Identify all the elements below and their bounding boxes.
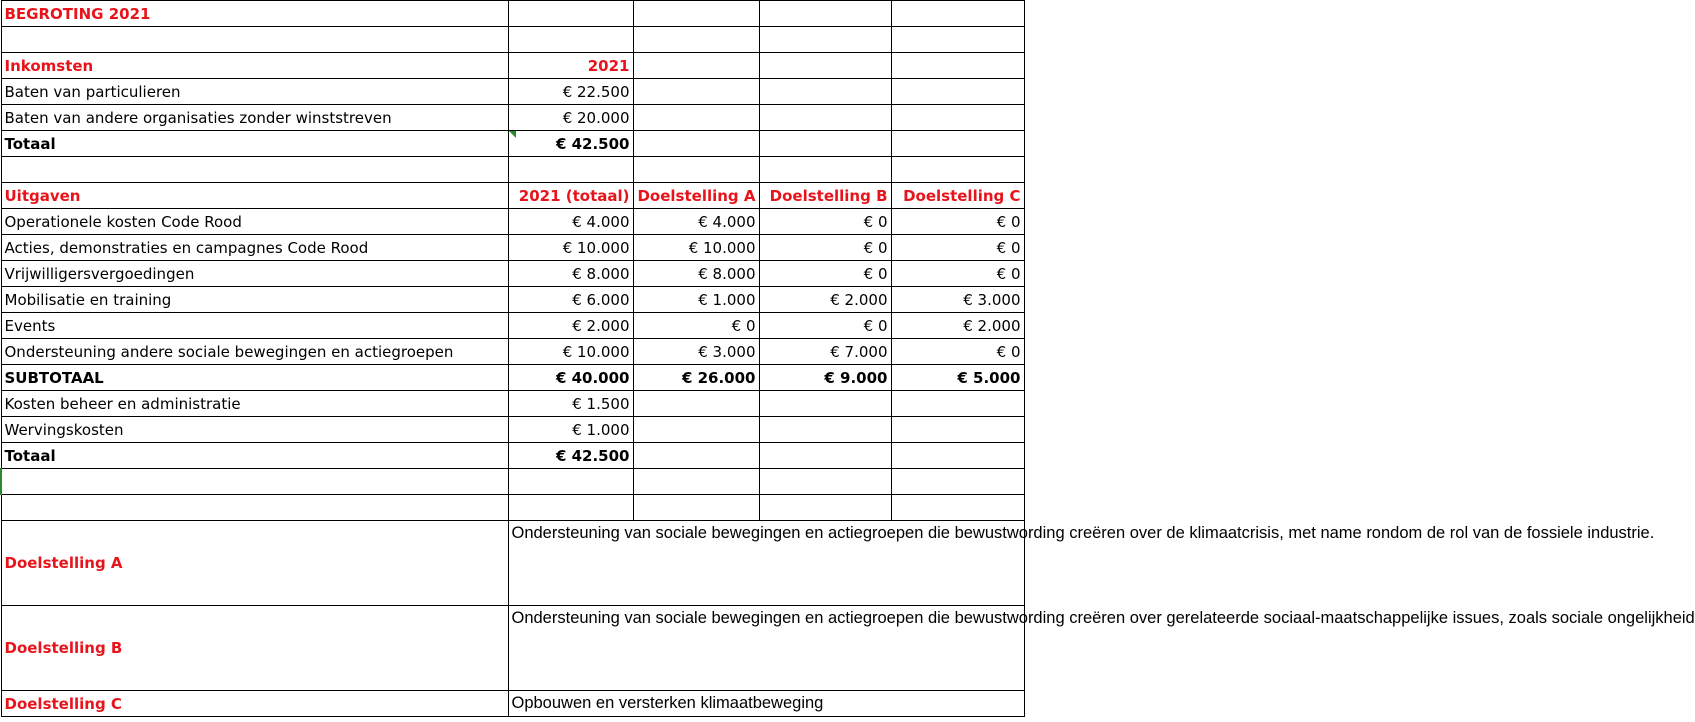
empty-cell[interactable] — [1, 469, 508, 495]
expense-value[interactable]: € 2.000 — [508, 313, 633, 339]
expenses-total-row — [1, 443, 1024, 469]
income-label[interactable]: Baten van particulieren — [1, 79, 508, 105]
expense-label[interactable]: Mobilisatie en training — [1, 287, 508, 313]
empty-cell[interactable] — [1, 27, 508, 53]
income-header-row — [1, 53, 1024, 79]
empty-cell[interactable] — [891, 443, 1024, 469]
expense-label[interactable]: Ondersteuning andere sociale bewegingen en actiegroepen — [1, 339, 508, 365]
income-total-label[interactable]: Totaal — [1, 131, 508, 157]
goal-description[interactable]: Ondersteuning van sociale bewegingen en actiegroepen die bewustwording creëren over de klimaatcrisis, met name rondom de rol van de fossiele industrie. — [508, 521, 1024, 606]
empty-cell[interactable] — [891, 469, 1024, 495]
empty-cell[interactable] — [508, 469, 633, 495]
expense-label[interactable]: Events — [1, 313, 508, 339]
empty-cell[interactable] — [891, 27, 1024, 53]
empty-cell[interactable] — [633, 157, 759, 183]
empty-cell[interactable] — [759, 469, 891, 495]
blank-row — [1, 27, 1024, 53]
empty-cell[interactable] — [633, 105, 759, 131]
expense-value[interactable]: € 7.000 — [759, 339, 891, 365]
empty-cell[interactable] — [891, 391, 1024, 417]
income-value[interactable]: € 22.500 — [508, 79, 633, 105]
goal-row — [1, 691, 1024, 717]
subtotal-value[interactable]: € 26.000 — [633, 365, 759, 391]
empty-cell[interactable] — [633, 391, 759, 417]
expense-label[interactable]: Kosten beheer en administratie — [1, 391, 508, 417]
empty-cell[interactable] — [759, 53, 891, 79]
empty-cell[interactable] — [508, 1, 633, 27]
expense-value[interactable]: € 3.000 — [891, 287, 1024, 313]
expense-value[interactable]: € 2.000 — [891, 313, 1024, 339]
comment-marker-icon — [509, 131, 516, 138]
expense-value[interactable]: € 0 — [891, 261, 1024, 287]
income-header[interactable]: Inkomsten — [1, 53, 508, 79]
empty-cell[interactable] — [759, 27, 891, 53]
table-row — [1, 235, 1024, 261]
expense-label[interactable]: Acties, demonstraties en campagnes Code Rood — [1, 235, 508, 261]
table-row — [1, 209, 1024, 235]
expense-label[interactable]: Vrijwilligersvergoedingen — [1, 261, 508, 287]
expense-value[interactable]: € 4.000 — [508, 209, 633, 235]
blank-row — [1, 469, 1024, 495]
expense-value[interactable]: € 0 — [633, 313, 759, 339]
expense-value[interactable]: € 1.000 — [633, 287, 759, 313]
column-header[interactable]: Doelstelling A — [633, 183, 759, 209]
expense-value[interactable]: € 8.000 — [633, 261, 759, 287]
empty-cell[interactable] — [759, 495, 891, 521]
goal-label[interactable]: Doelstelling B — [1, 606, 508, 691]
goal-row — [1, 606, 1024, 691]
empty-cell[interactable] — [759, 391, 891, 417]
expense-value[interactable]: € 6.000 — [508, 287, 633, 313]
goal-label[interactable]: Doelstelling C — [1, 691, 508, 717]
empty-cell[interactable] — [759, 105, 891, 131]
expense-value[interactable]: € 0 — [759, 313, 891, 339]
expense-value[interactable]: € 2.000 — [759, 287, 891, 313]
table-row — [1, 287, 1024, 313]
subtotal-value[interactable]: € 40.000 — [508, 365, 633, 391]
column-header[interactable]: Doelstelling B — [759, 183, 891, 209]
blank-row — [1, 157, 1024, 183]
subtotal-value[interactable]: € 5.000 — [891, 365, 1024, 391]
empty-cell[interactable] — [891, 79, 1024, 105]
expense-value[interactable]: € 1.500 — [508, 391, 633, 417]
empty-cell[interactable] — [633, 131, 759, 157]
title-row — [1, 1, 1024, 27]
expenses-header[interactable]: Uitgaven — [1, 183, 508, 209]
empty-cell[interactable] — [633, 417, 759, 443]
expenses-total-label[interactable]: Totaal — [1, 443, 508, 469]
table-row — [1, 391, 1024, 417]
empty-cell[interactable] — [633, 1, 759, 27]
income-value[interactable]: € 20.000 — [508, 105, 633, 131]
goal-row — [1, 521, 1024, 606]
expense-value[interactable]: € 0 — [891, 235, 1024, 261]
empty-cell[interactable] — [633, 53, 759, 79]
empty-cell[interactable] — [759, 157, 891, 183]
expense-value[interactable]: € 4.000 — [633, 209, 759, 235]
expense-value[interactable]: € 0 — [759, 209, 891, 235]
expense-value[interactable]: € 0 — [891, 209, 1024, 235]
empty-cell[interactable] — [891, 105, 1024, 131]
expense-label[interactable]: Operationele kosten Code Rood — [1, 209, 508, 235]
blank-row — [1, 495, 1024, 521]
empty-cell[interactable] — [508, 157, 633, 183]
goal-description[interactable]: Opbouwen en versterken klimaatbeweging — [508, 691, 1024, 717]
subtotal-row — [1, 365, 1024, 391]
empty-cell[interactable] — [633, 27, 759, 53]
empty-cell[interactable] — [759, 443, 891, 469]
table-row — [1, 417, 1024, 443]
expense-value[interactable]: € 0 — [759, 261, 891, 287]
empty-cell[interactable] — [759, 1, 891, 27]
expense-value[interactable]: € 0 — [891, 339, 1024, 365]
subtotal-label[interactable]: SUBTOTAAL — [1, 365, 508, 391]
expense-value[interactable]: € 8.000 — [508, 261, 633, 287]
subtotal-value[interactable]: € 9.000 — [759, 365, 891, 391]
income-total-value[interactable]: € 42.500 — [508, 131, 633, 157]
empty-cell[interactable] — [759, 417, 891, 443]
empty-cell[interactable] — [759, 79, 891, 105]
empty-cell[interactable] — [891, 157, 1024, 183]
empty-cell[interactable] — [508, 495, 633, 521]
empty-cell[interactable] — [1, 495, 508, 521]
expense-value[interactable]: € 0 — [759, 235, 891, 261]
empty-cell[interactable] — [891, 417, 1024, 443]
empty-cell[interactable] — [891, 495, 1024, 521]
expense-label[interactable]: Wervingskosten — [1, 417, 508, 443]
column-header[interactable]: 2021 (totaal) — [508, 183, 633, 209]
empty-cell[interactable] — [508, 27, 633, 53]
expense-value[interactable]: € 10.000 — [633, 235, 759, 261]
column-header[interactable]: Doelstelling C — [891, 183, 1024, 209]
empty-cell[interactable] — [1, 157, 508, 183]
empty-cell[interactable] — [891, 53, 1024, 79]
table-row — [1, 79, 1024, 105]
empty-cell[interactable] — [633, 495, 759, 521]
empty-cell[interactable] — [633, 79, 759, 105]
expense-value[interactable]: € 10.000 — [508, 339, 633, 365]
goal-label[interactable]: Doelstelling A — [1, 521, 508, 606]
empty-cell[interactable] — [633, 469, 759, 495]
goal-description[interactable]: Ondersteuning van sociale bewegingen en actiegroepen die bewustwording creëren over gerelateerde sociaal-maatschappelijke issues, zoals sociale ongelijkheid — [508, 606, 1024, 691]
empty-cell[interactable] — [891, 131, 1024, 157]
expense-value[interactable]: € 1.000 — [508, 417, 633, 443]
income-year[interactable]: 2021 — [508, 53, 633, 79]
table-row — [1, 105, 1024, 131]
expense-value[interactable]: € 3.000 — [633, 339, 759, 365]
expenses-header-row — [1, 183, 1024, 209]
sheet-title[interactable]: BEGROTING 2021 — [1, 1, 508, 27]
empty-cell[interactable] — [891, 1, 1024, 27]
table-row — [1, 261, 1024, 287]
table-row — [1, 313, 1024, 339]
table-row — [1, 339, 1024, 365]
expenses-total-value[interactable]: € 42.500 — [508, 443, 633, 469]
income-total-row — [1, 131, 1024, 157]
expense-value[interactable]: € 10.000 — [508, 235, 633, 261]
income-label[interactable]: Baten van andere organisaties zonder winststreven — [1, 105, 508, 131]
empty-cell[interactable] — [633, 443, 759, 469]
empty-cell[interactable] — [759, 131, 891, 157]
